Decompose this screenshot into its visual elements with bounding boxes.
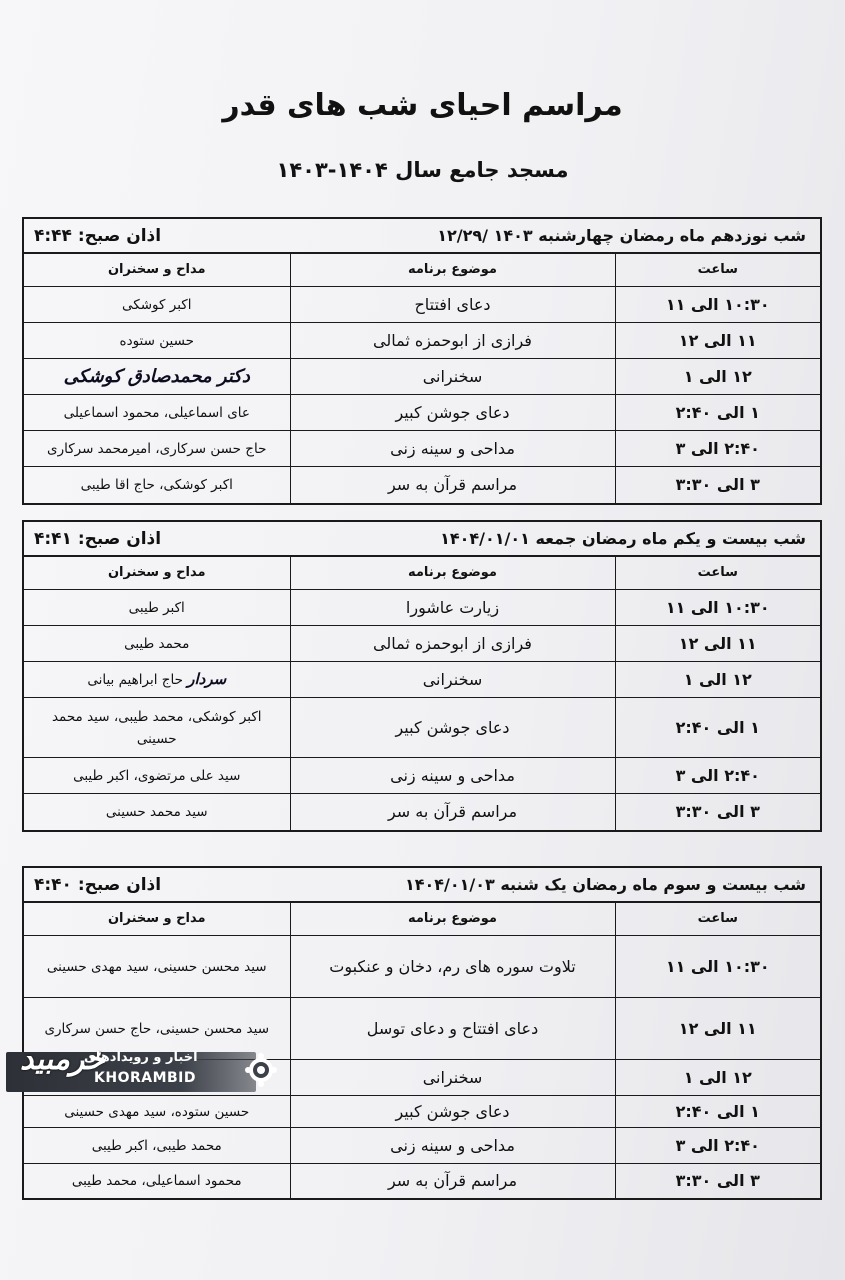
- time-cell: ۳ الی ۳:۳۰: [615, 794, 820, 830]
- schedule-table: [24, 254, 820, 503]
- program-cell: دعای افتتاح و دعای توسل: [290, 998, 615, 1060]
- program-cell: دعای جوشن کبیر: [290, 395, 615, 431]
- speaker-cell: سید علی مرتضوی، اکبر طیبی: [24, 758, 290, 794]
- azan-time: اذان صبح: ۴:۴۴: [34, 226, 162, 246]
- program-cell: مراسم قرآن به سر: [290, 794, 615, 830]
- program-cell: مراسم قرآن به سر: [290, 467, 615, 503]
- program-cell: فرازی از ابوحمزه ثمالی: [290, 323, 615, 359]
- time-cell: ۳ الی ۳:۳۰: [615, 467, 820, 503]
- program-cell: دعای افتتاح: [290, 287, 615, 323]
- time-cell: ۱۱ الی ۱۲: [615, 323, 820, 359]
- speaker-cell: اکبر کوشکی، حاج اقا طیبی: [24, 467, 290, 503]
- col-header-speaker: مداح و سخنران: [24, 254, 290, 287]
- table-row: [24, 359, 820, 395]
- program-cell: دعای جوشن کبیر: [290, 1096, 615, 1128]
- night-title: شب بیست و سوم ماه رمضان یک شنبه ۱۴۰۴/۰۱/۰۳: [404, 875, 806, 894]
- time-cell: ۲:۴۰ الی ۳: [615, 1128, 820, 1164]
- speaker-cell: حسین ستوده، سید مهدی حسینی: [24, 1096, 290, 1128]
- table-row: [24, 323, 820, 359]
- watermark-text: اخبار و رویدادهای: [84, 1050, 198, 1065]
- table-row: [24, 662, 820, 698]
- table-header-row: [24, 557, 820, 590]
- time-cell: ۱۲ الی ۱: [615, 1060, 820, 1096]
- table-row: [24, 758, 820, 794]
- schedule-section-night-19: [22, 217, 822, 505]
- speaker-cell: محمد طیبی: [24, 626, 290, 662]
- col-header-time: ساعت: [615, 557, 820, 590]
- table-row: [24, 1128, 820, 1164]
- col-header-time: ساعت: [615, 903, 820, 936]
- time-cell: ۱ الی ۲:۴۰: [615, 698, 820, 758]
- schedule-section-night-23: [22, 866, 822, 1200]
- night-title: شب نوزدهم ماه رمضان چهارشنبه ۱۴۰۳ /۱۲/۲۹: [437, 226, 806, 245]
- speaker-cell: محمود اسماعیلی، محمد طیبی: [24, 1164, 290, 1198]
- time-cell: ۲:۴۰ الی ۳: [615, 758, 820, 794]
- program-cell: فرازی از ابوحمزه ثمالی: [290, 626, 615, 662]
- speaker-cell-handwritten: دکتر محمدصادق کوشکی: [24, 359, 290, 395]
- table-row: [24, 626, 820, 662]
- speaker-name: حاج ابراهیم بیانی: [87, 672, 183, 688]
- time-cell: ۱۲ الی ۱: [615, 359, 820, 395]
- table-row: [24, 936, 820, 998]
- program-cell: مراسم قرآن به سر: [290, 1164, 615, 1198]
- program-cell: زیارت عاشورا: [290, 590, 615, 626]
- table-row: [24, 395, 820, 431]
- table-header-row: [24, 903, 820, 936]
- table-header-row: [24, 254, 820, 287]
- section-header: [24, 868, 820, 903]
- section-header: [24, 219, 820, 254]
- azan-time: اذان صبح: ۴:۴۰: [34, 875, 162, 895]
- table-row: [24, 794, 820, 830]
- speaker-prefix-handwritten: سردار: [187, 670, 227, 688]
- col-header-speaker: مداح و سخنران: [24, 557, 290, 590]
- schedule-section-night-21: [22, 520, 822, 832]
- page-title: مراسم احیای شب های قدر: [222, 88, 623, 123]
- table-row: [24, 287, 820, 323]
- program-cell: مداحی و سینه زنی: [290, 431, 615, 467]
- speaker-cell: سید محسن حسینی، سید مهدی حسینی: [24, 936, 290, 998]
- azan-time: اذان صبح: ۴:۴۱: [34, 529, 162, 549]
- program-cell: دعای جوشن کبیر: [290, 698, 615, 758]
- time-cell: ۱ الی ۲:۴۰: [615, 395, 820, 431]
- table-row: [24, 467, 820, 503]
- table-row: [24, 590, 820, 626]
- time-cell: ۱ الی ۲:۴۰: [615, 1096, 820, 1128]
- table-row: [24, 1096, 820, 1128]
- watermark-brand: KHORAMBID: [94, 1070, 197, 1086]
- time-cell: ۱۰:۳۰ الی ۱۱: [615, 590, 820, 626]
- speaker-cell: محمد طیبی، اکبر طیبی: [24, 1128, 290, 1164]
- speaker-cell: سید محسن حسینی، حاج حسن سرکاری: [24, 998, 290, 1060]
- program-cell: مداحی و سینه زنی: [290, 758, 615, 794]
- time-cell: ۳ الی ۳:۳۰: [615, 1164, 820, 1198]
- schedule-table: [24, 557, 820, 830]
- time-cell: ۱۰:۳۰ الی ۱۱: [615, 287, 820, 323]
- speaker-cell: اکبر طیبی: [24, 590, 290, 626]
- program-cell: سخنرانی: [290, 359, 615, 395]
- page-subtitle: مسجد جامع سال ۱۴۰۴-۱۴۰۳: [276, 158, 569, 182]
- program-cell: سخنرانی: [290, 1060, 615, 1096]
- program-cell: سخنرانی: [290, 662, 615, 698]
- section-header: [24, 522, 820, 557]
- table-row: [24, 698, 820, 758]
- speaker-cell: اکبر کوشکی: [24, 287, 290, 323]
- speaker-cell: حاج حسن سرکاری، امیرمحمد سرکاری: [24, 431, 290, 467]
- time-cell: ۱۱ الی ۱۲: [615, 998, 820, 1060]
- speaker-cell: اکبر کوشکی، محمد طیبی، سید محمد حسینی: [24, 698, 290, 758]
- col-header-program: موضوع برنامه: [290, 254, 615, 287]
- program-cell: تلاوت سوره های رم، دخان و عنکبوت: [290, 936, 615, 998]
- program-cell: مداحی و سینه زنی: [290, 1128, 615, 1164]
- speaker-cell: عای اسماعیلی، محمود اسماعیلی: [24, 395, 290, 431]
- time-cell: ۱۱ الی ۱۲: [615, 626, 820, 662]
- col-header-time: ساعت: [615, 254, 820, 287]
- col-header-program: موضوع برنامه: [290, 903, 615, 936]
- col-header-program: موضوع برنامه: [290, 557, 615, 590]
- speaker-cell: سید محمد حسینی: [24, 794, 290, 830]
- night-title: شب بیست و یکم ماه رمضان جمعه ۱۴۰۴/۰۱/۰۱: [440, 529, 806, 548]
- speaker-cell: [24, 662, 290, 698]
- table-row: [24, 431, 820, 467]
- flower-emblem-icon: [244, 1050, 278, 1090]
- time-cell: ۱۰:۳۰ الی ۱۱: [615, 936, 820, 998]
- khorambid-watermark: [6, 1042, 276, 1094]
- time-cell: ۱۲ الی ۱: [615, 662, 820, 698]
- watermark-logo: خرمبید: [20, 1042, 106, 1077]
- table-row: [24, 1164, 820, 1198]
- col-header-speaker: مداح و سخنران: [24, 903, 290, 936]
- time-cell: ۲:۴۰ الی ۳: [615, 431, 820, 467]
- speaker-cell: حسین ستوده: [24, 323, 290, 359]
